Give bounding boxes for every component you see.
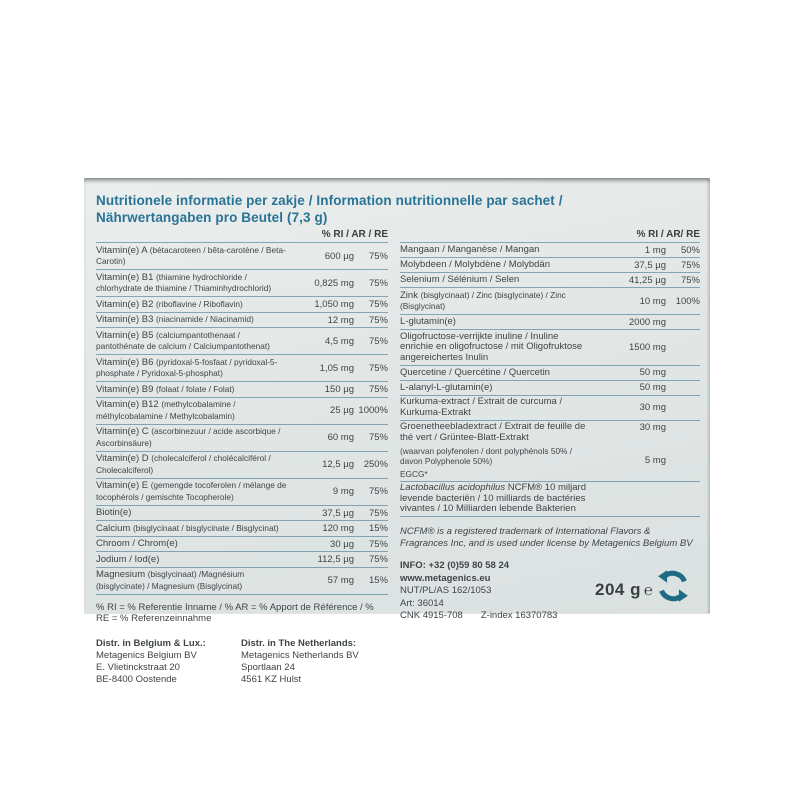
nutrient-name-italic: Lactobacillus acidophilus [400, 482, 506, 494]
nutrient-amount: 150 µg [324, 384, 354, 396]
nutrient-percent: 1000% [358, 405, 388, 417]
table-row [96, 568, 388, 595]
nutrient-name: Kurkuma-extract / Extrait de curcuma / Kurkuma-Extrakt [400, 396, 563, 418]
nutrient-detail: (bètacaroteen / bêta-carotène / Beta-Carotin) [96, 244, 286, 267]
table-row [96, 313, 388, 329]
nutrient-detail: (cholecalciferol / cholécalciférol / Cholecalciferol) [96, 453, 271, 475]
nutrient-detail: (thiamine hydrochloride / chlorhydrate de thiamine / Thiaminhydrochlorid) [96, 271, 272, 294]
table-row [400, 243, 700, 258]
nutrient-name: Biotin(e) [96, 507, 132, 519]
table-row [400, 366, 700, 381]
info-block [400, 560, 700, 623]
table-row [96, 479, 388, 506]
nutrient-name: Magnesium [96, 569, 146, 581]
nutrient-name: Mangaan / Manganèse / Mangan [400, 244, 540, 256]
nutrient-detail: (niacinamide / Niacinamid) [156, 314, 254, 325]
left-pct-header: % RI / AR / RE [321, 229, 388, 241]
distributor-line: Metagenics Belgium BV [96, 649, 197, 661]
nutrient-name: Molybdeen / Molybdène / Molybdän [400, 259, 550, 271]
nutrient-amount: 37,5 µg [634, 259, 666, 271]
cnk-number: CNK 4915-708 [400, 610, 463, 622]
nutrient-name: Selenium / Sélénium / Selen [400, 274, 520, 286]
distributor-block [96, 638, 388, 686]
distributor-netherlands [241, 638, 386, 686]
nutrient-amount: 1,05 mg [319, 362, 354, 374]
table-row [96, 521, 388, 537]
nutrient-name: Zink [400, 289, 418, 301]
table-row [400, 330, 700, 366]
nutrient-detail: (bisglycinaat) /Magnésium (bisglycinate) / Magnesium (Bisglycinat) [96, 569, 245, 591]
nutrient-detail: (folaat / folate / Folat) [156, 383, 235, 394]
nutrient-percent: 75% [368, 538, 388, 550]
table-row [96, 270, 388, 297]
table-row [96, 552, 388, 568]
nutrient-name: L-alanyl-L-glutamin(e) [400, 381, 493, 393]
nutrient-amount: 600 µg [324, 250, 354, 262]
green-dot-recycling-icon [656, 569, 690, 603]
distributor-line: E. Vlietinckstraat 20 [96, 661, 180, 673]
nutrient-percent: 75% [368, 384, 388, 396]
nutrient-percent: 75% [368, 507, 388, 519]
nutrient-name: Vitamin(e) B12 [96, 399, 159, 411]
nutrient-name: Jodium / Iod(e) [96, 553, 160, 565]
nutrient-amount: 4,5 mg [324, 335, 354, 347]
left-column [96, 229, 388, 686]
table-row [400, 445, 700, 468]
nutrient-amount: 9 mg [332, 486, 354, 498]
nutrient-name: NCFM® 10 miljard levende bacteriën / 10 milliards de bactéries vivantes / 10 Milliarden lebende Bakterien [400, 482, 586, 515]
table-row [96, 452, 388, 479]
nutrient-name: (waarvan polyfenolen / dont polyphénols 50% / davon Polyphenole 50%) [400, 446, 573, 467]
table-row [96, 355, 388, 382]
nutrient-percent: 75% [368, 250, 388, 262]
left-nutrition-table [96, 242, 388, 595]
nutrient-percent: 75% [368, 277, 388, 289]
nutrient-name: Vitamin(e) B5 [96, 329, 154, 341]
nutrient-percent: 75% [368, 299, 388, 311]
nutrient-amount: 41,25 µg [628, 274, 666, 286]
distributor-line: Metagenics Netherlands BV [241, 649, 359, 661]
nutrient-name: Vitamin(e) B1 [96, 271, 154, 283]
nutrient-amount: 12 mg [327, 314, 354, 326]
table-row [400, 258, 700, 273]
nutrient-detail: (gemengde tocoferolen / mélange de tocophérols / gemischte Tocopherole) [96, 480, 287, 502]
nutrient-name: Vitamin(e) B3 [96, 314, 154, 326]
nutrient-name: Groenetheebladextract / Extrait de feuille de thé vert / Grüntee-Blatt-Extrakt [400, 421, 586, 443]
distributor-heading: Distr. in Belgium & Lux.: [96, 637, 206, 649]
nutrient-percent: 75% [368, 362, 388, 374]
cnk-line [400, 610, 700, 623]
table-row [96, 243, 388, 270]
table-row [400, 273, 700, 288]
nutrition-title: Nutritionele informatie per zakje / Information nutritionnelle par sachet / Nährwertangaben pro Beutel (7,3 g) [96, 193, 563, 225]
nutrient-detail: (methylcobalamine / méthylcobalamine / Methylcobalamin) [96, 399, 236, 421]
nutrient-amount: 0,825 mg [314, 277, 354, 289]
net-weight: 204 g ℮ [595, 580, 654, 599]
distributor-belgium [96, 638, 241, 686]
nutrient-amount: 112,5 µg [317, 554, 354, 566]
table-row [96, 328, 388, 355]
nutrient-percent: 50% [680, 244, 700, 256]
nutrient-amount: 1500 mg [629, 342, 666, 354]
nutrient-amount: 5 mg [644, 455, 666, 467]
nutrient-percent: 15% [368, 523, 388, 535]
table-row [400, 468, 700, 482]
nutrient-percent: 75% [680, 274, 700, 286]
nutrient-name: Vitamin(e) B9 [96, 383, 154, 395]
table-row [400, 381, 700, 396]
nutrient-amount: 50 mg [639, 367, 666, 379]
website-link: www.metagenics.eu [400, 572, 491, 584]
nutrient-amount: 57 mg [327, 575, 354, 587]
packaging-back-panel [84, 178, 710, 685]
nut-number: NUT/PL/AS 162/1053 [400, 585, 492, 597]
nutrient-name: Chroom / Chrom(e) [96, 538, 178, 550]
nutrient-name: Vitamin(e) B6 [96, 356, 154, 368]
nutrient-percent: 75% [368, 335, 388, 347]
nutrient-amount: 37,5 µg [322, 507, 354, 519]
table-row [400, 482, 700, 518]
right-pct-header: % RI / AR/ RE [636, 229, 700, 241]
nutrient-percent: 100% [675, 295, 700, 307]
distributor-line: Sportlaan 24 [241, 661, 295, 673]
table-row [400, 288, 700, 315]
nutrient-name: Oligofructose-verrijkte inuline / Inuline enrichie en oligofructose / mit Oligofruktose angereichertes Inulin [400, 330, 583, 363]
nutrient-name: Vitamin(e) A [96, 244, 148, 256]
table-row [96, 537, 388, 553]
nutrient-amount: 30 mg [639, 422, 666, 434]
nutrient-name: EGCG* [400, 469, 428, 480]
nutrient-amount: 60 mg [327, 432, 354, 444]
nutrient-name: Vitamin(e) D [96, 453, 149, 465]
right-column [400, 229, 700, 686]
nutrient-detail: (pyridoxal-5-fosfaat / pyridoxal-5-phosphate / Pyridoxal-5-phosphat) [96, 356, 278, 379]
nutrient-percent: 75% [368, 486, 388, 498]
nutrient-name: Vitamin(e) C [96, 426, 149, 438]
nutrient-amount: 2000 mg [629, 316, 666, 328]
nutrient-detail: (bisglycinaat / bisglycinate / Bisglycinat) [132, 522, 279, 533]
distributor-line: 4561 KZ Hulst [241, 673, 302, 685]
nutrient-amount: 1 mg [644, 244, 666, 256]
nutrient-percent: 75% [680, 259, 700, 271]
ri-footnote: % RI = % Referentie Inname / % AR = % Apport de Référence / % RE = % Referenzeinnahme [96, 601, 374, 625]
nutrient-name: L-glutamin(e) [400, 316, 456, 328]
nutrient-amount: 30 mg [639, 402, 666, 414]
nutrient-amount: 30 µg [330, 538, 354, 550]
table-row [400, 315, 700, 330]
nutrient-name: Vitamin(e) E [96, 480, 149, 492]
nutrient-percent: 15% [368, 575, 388, 587]
table-row [96, 297, 388, 313]
info-phone: INFO: +32 (0)59 80 58 24 [400, 560, 510, 572]
right-nutrition-table [400, 242, 700, 517]
distributor-line: BE-8400 Oostende [96, 673, 177, 685]
nutrient-percent: 250% [363, 459, 388, 471]
table-row [400, 396, 700, 421]
nutrient-detail: (calciumpantothenaat / pantothénate de calcium / Calciumpantothenat) [96, 329, 270, 352]
zindex-number: Z-index 16370783 [480, 610, 558, 622]
nutrient-amount: 10 mg [639, 295, 666, 307]
nutrient-amount: 1,050 mg [314, 299, 354, 311]
nutrient-percent: 75% [368, 554, 388, 566]
nutrient-name: Vitamin(e) B2 [96, 298, 154, 310]
table-row [96, 382, 388, 398]
ncfm-trademark-note: NCFM® is a registered trademark of International Flavors & Fragrances Inc, and is used under license by Metagenics Belgium BV [400, 526, 693, 550]
table-row [96, 398, 388, 425]
estimated-sign: ℮ [643, 582, 654, 599]
nutrient-name: Calcium [96, 522, 131, 534]
nutrient-amount: 120 mg [322, 523, 354, 535]
table-row [96, 506, 388, 522]
nutrient-name: Quercetine / Quercétine / Quercetin [400, 366, 550, 378]
nutrient-percent: 75% [368, 432, 388, 444]
table-row [96, 425, 388, 452]
article-number: Art: 36014 [400, 597, 444, 609]
table-row [400, 421, 700, 445]
nutrient-percent: 75% [368, 314, 388, 326]
nutrient-detail: (riboflavine / Riboflavin) [156, 298, 243, 309]
nutrient-detail: (ascorbinezuur / acide ascorbique / Ascorbinsäure) [96, 426, 281, 448]
distributor-heading: Distr. in The Netherlands: [241, 637, 357, 649]
nutrient-detail: (bisglycinaat) / Zinc (bisglycinate) / Zinc (Bisglycinat) [400, 289, 566, 312]
nutrient-amount: 25 µg [330, 405, 354, 417]
nutrient-amount: 12,5 µg [322, 459, 354, 471]
nutrient-amount: 50 mg [639, 382, 666, 394]
